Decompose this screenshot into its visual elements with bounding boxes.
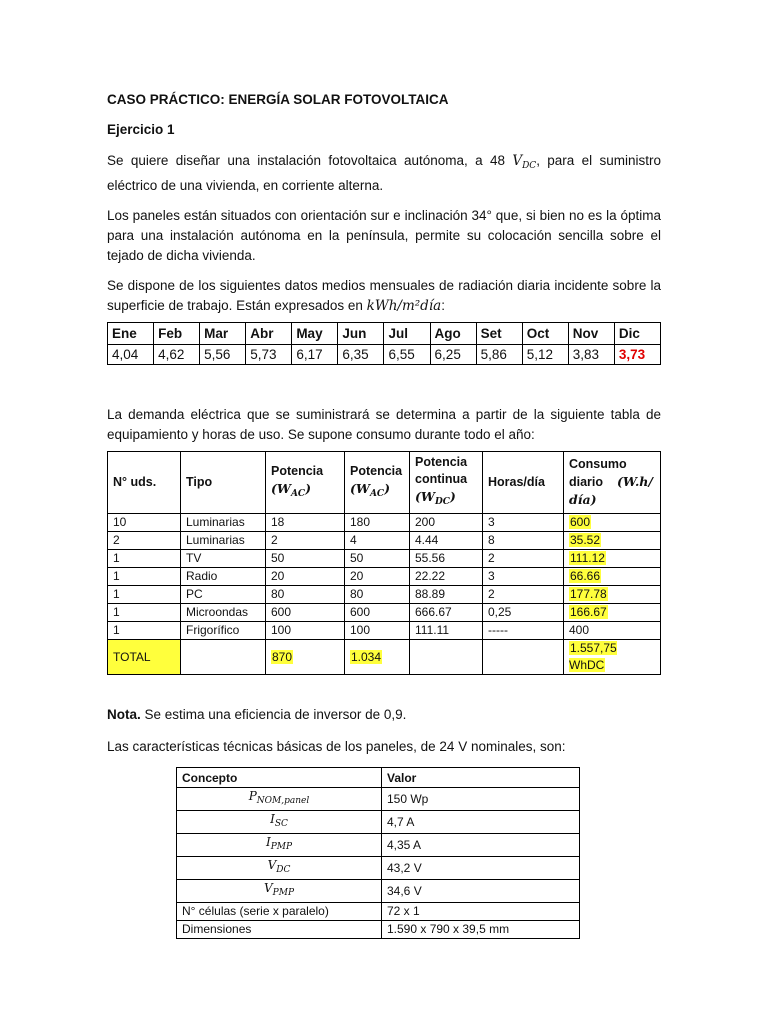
panel-row xyxy=(177,811,580,834)
note-label: Nota. xyxy=(107,707,141,722)
panel-row xyxy=(177,880,580,903)
cell-p1: 80 xyxy=(266,586,345,604)
total-power-ac-2 xyxy=(345,640,410,675)
cell-p2: 20 xyxy=(345,568,410,586)
header-power-ac-2-unit-sub: AC xyxy=(369,488,385,499)
cell-units: 1 xyxy=(108,622,181,640)
header-daily-label-2: diario xyxy=(569,475,604,489)
consumption-total-row xyxy=(108,640,661,675)
consumption-table xyxy=(107,451,661,675)
paragraph-note xyxy=(107,705,661,725)
header-power-ac-1-unit: $(W_{AC})$ xyxy=(271,480,312,499)
panel-row xyxy=(177,903,580,921)
cell-p1: 50 xyxy=(266,550,345,568)
paragraph-panels: Las características técnicas básicas de los paneles, de 24 V nominales, son: xyxy=(107,739,566,754)
total-empty-dc xyxy=(410,640,483,675)
cell-daily-highlight: 66.66 xyxy=(570,569,601,583)
cell-units: 10 xyxy=(108,514,181,532)
panel-row xyxy=(177,921,580,939)
paragraph-orientation: Los paneles están situados con orientación sur e inclinación 34° que, si bien no es la óptima para una instalación autónoma en la península, permite su colocación sencilla sobre el tejado de dicha vivienda. xyxy=(107,208,661,263)
panel-body xyxy=(177,788,580,939)
cell-daily-highlight: 166.67 xyxy=(570,605,607,619)
panel-value: 72 x 1 xyxy=(382,903,580,921)
cell-units: 1 xyxy=(108,586,181,604)
cell-p2: 4 xyxy=(345,532,410,550)
cell-daily-highlight: 177.78 xyxy=(570,587,607,601)
panel-concept-symbol: I xyxy=(270,812,275,826)
radiation-month-7: Ago xyxy=(430,323,476,345)
cell-hours: 8 xyxy=(483,532,564,550)
panel-row xyxy=(177,857,580,880)
panel-value: 1.590 x 790 x 39,5 mm xyxy=(382,921,580,939)
consumption-body xyxy=(108,514,661,640)
cell-pdc: 22.22 xyxy=(410,568,483,586)
cell-pdc: 111.11 xyxy=(410,622,483,640)
header-power-dc-unit-w: (W xyxy=(415,489,435,504)
radiation-month-11: Dic xyxy=(614,323,660,345)
panel-value: 43,2 V xyxy=(382,857,580,880)
cell-p2: 180 xyxy=(345,514,410,532)
cell-daily xyxy=(564,532,661,550)
cell-pdc: 200 xyxy=(410,514,483,532)
cell-type: Luminarias xyxy=(181,514,266,532)
cell-type: TV xyxy=(181,550,266,568)
radiation-month-4: May xyxy=(292,323,338,345)
document-title: CASO PRÁCTICO: ENERGÍA SOLAR FOTOVOLTAICA xyxy=(107,92,449,107)
panel-concept-symbol: V xyxy=(264,881,273,895)
consumption-row xyxy=(108,532,661,550)
voltage-symbol-letter: V xyxy=(512,153,523,169)
header-power-ac-2-label: Potencia xyxy=(350,463,403,478)
panel-value: 4,7 A xyxy=(382,811,580,834)
cell-daily: 400 xyxy=(564,622,661,640)
cell-pdc: 4.44 xyxy=(410,532,483,550)
header-daily-label-1: Consumo xyxy=(569,457,627,471)
header-daily-label-3: día) xyxy=(569,492,597,507)
total-daily-value: 1.557,75 WhDC xyxy=(569,641,617,672)
paragraph-intro-text-a: Se quiere diseñar una instalación fotovoltaica autónoma, a 48 xyxy=(107,153,513,168)
panel-concept-subscript: SC xyxy=(274,819,288,829)
cell-type: PC xyxy=(181,586,266,604)
cell-daily-highlight: 35.52 xyxy=(570,533,601,547)
cell-hours: 3 xyxy=(483,568,564,586)
consumption-row xyxy=(108,622,661,640)
consumption-header-row xyxy=(108,452,661,514)
cell-daily xyxy=(564,604,661,622)
header-power-ac-2-unit-w: (W xyxy=(350,480,370,496)
voltage-symbol-sub: DC xyxy=(522,161,537,171)
cell-type: Microondas xyxy=(181,604,266,622)
panel-concept-subscript: PMP xyxy=(272,888,294,898)
panel-concept xyxy=(177,857,382,880)
header-units: N° uds. xyxy=(108,452,181,514)
cell-type: Frigorífico xyxy=(181,622,266,640)
panel-concept-subscript: DC xyxy=(276,865,291,875)
panel-row xyxy=(177,834,580,857)
paragraph-radiation-text-b: : xyxy=(441,298,445,313)
radiation-value-5: 6,35 xyxy=(338,345,384,365)
radiation-month-10: Nov xyxy=(568,323,614,345)
panel-concept-symbol: P xyxy=(248,789,257,803)
panel-concept xyxy=(177,834,382,857)
header-type: Tipo xyxy=(181,452,266,514)
header-power-dc-label-1: Potencia xyxy=(415,455,468,469)
cell-units: 1 xyxy=(108,568,181,586)
panel-concept-symbol: I xyxy=(265,835,271,849)
radiation-month-1: Feb xyxy=(154,323,200,345)
cell-p2: 80 xyxy=(345,586,410,604)
radiation-value-6: 6,55 xyxy=(384,345,430,365)
radiation-value-8: 5,86 xyxy=(476,345,522,365)
panel-concept-subscript: NOM,panel xyxy=(256,796,310,806)
header-power-ac-1 xyxy=(266,452,345,514)
header-power-ac-1-unit-sub: AC xyxy=(290,488,306,499)
radiation-month-8: Set xyxy=(476,323,522,345)
cell-daily-highlight: 111.12 xyxy=(570,551,605,565)
radiation-value-2: 5,56 xyxy=(200,345,246,365)
cell-units: 1 xyxy=(108,550,181,568)
radiation-month-3: Abr xyxy=(246,323,292,345)
header-power-dc-unit-sub: DC xyxy=(434,497,450,507)
total-power-ac-2-value: 1.034 xyxy=(351,649,382,664)
header-hours: Horas/día xyxy=(483,452,564,514)
radiation-value-10: 3,83 xyxy=(568,345,614,365)
panel-concept-subscript: PMP xyxy=(270,842,293,852)
panel-value: 4,35 A xyxy=(382,834,580,857)
cell-p1: 18 xyxy=(266,514,345,532)
total-label: TOTAL xyxy=(108,640,181,675)
cell-pdc: 55.56 xyxy=(410,550,483,568)
radiation-header-row xyxy=(108,323,661,345)
header-power-ac-2 xyxy=(345,452,410,514)
radiation-table xyxy=(107,322,661,365)
panel-specs-table xyxy=(176,767,580,939)
cell-hours: 3 xyxy=(483,514,564,532)
panel-value: 34,6 V xyxy=(382,880,580,903)
panel-concept: Dimensiones xyxy=(177,921,382,939)
note-text: Se estima una eficiencia de inversor de 0,9. xyxy=(140,707,407,722)
panel-concept xyxy=(177,880,382,903)
panel-header-concept: Concepto xyxy=(177,768,382,788)
radiation-value-0: 4,04 xyxy=(108,345,154,365)
panel-concept-symbol: V xyxy=(267,858,277,872)
cell-p1: 2 xyxy=(266,532,345,550)
cell-units: 1 xyxy=(108,604,181,622)
paragraph-radiation-text-a: Se dispone de los siguientes datos medios mensuales de radiación diaria incidente sobre la superficie de trabajo. Están expresados en xyxy=(107,278,661,313)
consumption-row xyxy=(108,568,661,586)
header-power-ac-2-unit: $(W_{AC})$ xyxy=(350,480,391,499)
cell-pdc: 88.89 xyxy=(410,586,483,604)
total-power-ac-1 xyxy=(266,640,345,675)
consumption-row xyxy=(108,550,661,568)
radiation-month-6: Jul xyxy=(384,323,430,345)
cell-daily xyxy=(564,586,661,604)
radiation-month-0: Ene xyxy=(108,323,154,345)
exercise-heading: Ejercicio 1 xyxy=(107,122,175,137)
cell-type: Luminarias xyxy=(181,532,266,550)
header-power-dc xyxy=(410,452,483,514)
radiation-month-5: Jun xyxy=(338,323,384,345)
panel-concept xyxy=(177,788,382,811)
radiation-value-9: 5,12 xyxy=(522,345,568,365)
cell-daily xyxy=(564,568,661,586)
cell-daily xyxy=(564,550,661,568)
radiation-value-11: 3,73 xyxy=(614,345,660,365)
total-empty-hours xyxy=(483,640,564,675)
cell-p2: 600 xyxy=(345,604,410,622)
document-page xyxy=(107,92,661,939)
radiation-value-4: 6,17 xyxy=(292,345,338,365)
radiation-month-9: Oct xyxy=(522,323,568,345)
radiation-value-3: 5,73 xyxy=(246,345,292,365)
panel-header-value: Valor xyxy=(382,768,580,788)
radiation-values-row xyxy=(108,345,661,365)
radiation-unit: kWh/m²día xyxy=(366,298,442,314)
consumption-row xyxy=(108,514,661,532)
header-power-dc-unit: $(W_{DC})$ xyxy=(415,489,456,507)
panel-header-row xyxy=(177,768,580,788)
header-power-dc-label-2: continua xyxy=(415,472,468,486)
cell-hours: 2 xyxy=(483,550,564,568)
radiation-month-2: Mar xyxy=(200,323,246,345)
cell-p1: 600 xyxy=(266,604,345,622)
panel-row xyxy=(177,788,580,811)
cell-hours: 2 xyxy=(483,586,564,604)
panel-concept xyxy=(177,811,382,834)
consumption-row xyxy=(108,604,661,622)
cell-daily-highlight: 600 xyxy=(570,515,591,529)
voltage-symbol xyxy=(512,153,536,169)
radiation-value-7: 6,25 xyxy=(430,345,476,365)
consumption-row xyxy=(108,586,661,604)
total-empty-type xyxy=(181,640,266,675)
paragraph-radiation xyxy=(107,276,661,316)
header-daily-unit: (W.h/ xyxy=(616,474,653,489)
panel-concept: N° células (serie x paralelo) xyxy=(177,903,382,921)
total-daily xyxy=(564,640,661,675)
cell-pdc: 666.67 xyxy=(410,604,483,622)
cell-p2: 100 xyxy=(345,622,410,640)
paragraph-intro-text-b: , para el suministro eléctrico de una vivienda, en corriente alterna. xyxy=(107,153,662,193)
header-daily xyxy=(564,452,661,514)
cell-type: Radio xyxy=(181,568,266,586)
total-power-ac-1-value: 870 xyxy=(272,649,293,664)
cell-daily xyxy=(564,514,661,532)
header-power-ac-1-unit-w: (W xyxy=(271,480,291,496)
cell-hours: ----- xyxy=(483,622,564,640)
cell-p1: 100 xyxy=(266,622,345,640)
paragraph-demand: La demanda eléctrica que se suministrará se determina a partir de la siguiente tabla de equipamiento y horas de uso. Se supone consumo durante todo el año: xyxy=(107,407,661,442)
header-power-ac-1-label: Potencia xyxy=(271,463,324,478)
cell-units: 2 xyxy=(108,532,181,550)
radiation-value-1: 4,62 xyxy=(154,345,200,365)
cell-hours: 0,25 xyxy=(483,604,564,622)
cell-p1: 20 xyxy=(266,568,345,586)
panel-value: 150 Wp xyxy=(382,788,580,811)
cell-p2: 50 xyxy=(345,550,410,568)
paragraph-intro xyxy=(107,151,661,196)
